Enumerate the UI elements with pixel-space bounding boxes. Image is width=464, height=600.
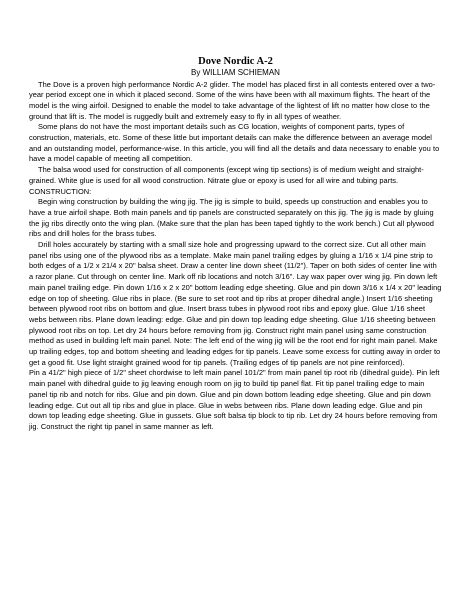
paragraph-tip-panel: Pin a 41/2" high piece of 1/2" sheet chordwise to left main panel 101/2" from main panel tip root rib (dihedral guide). Pin left main panel with dihedral guide to jig leaving enough room on jig to build tip panel flat. Fit tip panel trailing edge to main panel tip rib and notch for ribs. Glue and pin down. Glue and pin down bottom leading edge sheeting. Glue and pin down leading edge. Cut out all tip ribs and glue in place. Glue in webs between ribs. Plane down leading edge. Glue and pin down top leading edge sheeting. Glue in gussets. Glue soft balsa tip block to tip rib. Let dry 24 hours before removing from jig. Construct the right tip panel in same manner as left. — [29, 368, 440, 431]
paragraph-intro: The Dove is a proven high performance Nordic A-2 glider. The model has placed first in all contests entered over a two-year period except one in which it placed second. Some of the wins have been with all maximum flights. The heart of the model is the wing airfoil. Designed to enable the model to take advantage of the lightest of lift no matter how close to the ground that lift is. The model is ruggedly built and extremely easy to fly in all types of weather. — [29, 79, 436, 121]
paragraph-main-panel: Drill holes accurately by starting with a small size hole and progressing upward to the correct size. Cut all other main panel ribs using one of the plywood ribs as a template. Make main panel trailing edges by gluing a 1/16 x 1/4 pine strip to both edges of a 1/2 x 21/4 x 20" balsa sheet. Draw a center line down sheet (11/2"). Taper on both sides of center line with a razor plane. Cut through on center line. Mark off rib locations and notch 3/16". Lay wax paper over wing jig. Pin down left main panel trailing edge. Pin down 1/16 x 2 x 20" bottom leading edge sheeting. Glue and pin down 3/16 x 1/4 x 20" leading edge on top of sheeting. Glue ribs in place. (Be sure to set root and tip ribs at proper dihedral angle.) Insert 1/16 sheeting between plywood root ribs on bottom and glue. Insert brass tubes in plywood root ribs and epoxy glue. Glue 1/16 sheet webs between ribs. Plane down leading: edge. Glue and pin down top leading edge sheeting. Glue 1/16 sheeting between plywood root ribs on top. Let dry 24 hours before removing from jig. Construct right main panel using same construction method as used in building left main panel. Note: The left end of the wing jig will be the root end for right main panel. Make up trailing edges, top and bottom sheeting and leading edges for tip panels. Leave some excess for cutting away in order to get a good fit. Use light straight grained wood for tip panels. (Trailing edges of tip panels are not pine reinforced). — [29, 240, 442, 367]
paragraph-materials: The balsa wood used for construction of all components (except wing tip sections) is of medium weight and straight-grained. White glue is used for all wood construction. Nitrate glue or epoxy is used for all wire and tubing parts. — [29, 165, 424, 185]
paragraph-details: Some plans do not have the most important details such as CG location, weights of component parts, types of construction, materials, etc. Some of these little but important details can make the difference between an average model and an outstanding model, performance-wise. In this article, you will find all the details and data necessary to enable you to have a model capable of meeting all competition. — [29, 122, 440, 164]
article-title: Dove Nordic A-2 — [198, 56, 273, 67]
paragraph-wing-jig: Begin wing construction by building the wing jig. The jig is simple to build, speeds up construction and enables you to have a true airfoil shape. Both main panels and tip panels are constructed separately on this jig. The jig is made by gluing the jig ribs directly onto the wing plan. (Make sure that the plan has been taped tightly to the work bench.) Cut all plywood ribs and drill holes for the brass tubes. — [29, 197, 434, 239]
section-heading-construction: CONSTRUCTION: — [29, 186, 92, 196]
article-author: By WILLIAM SCHIEMAN — [191, 68, 280, 77]
